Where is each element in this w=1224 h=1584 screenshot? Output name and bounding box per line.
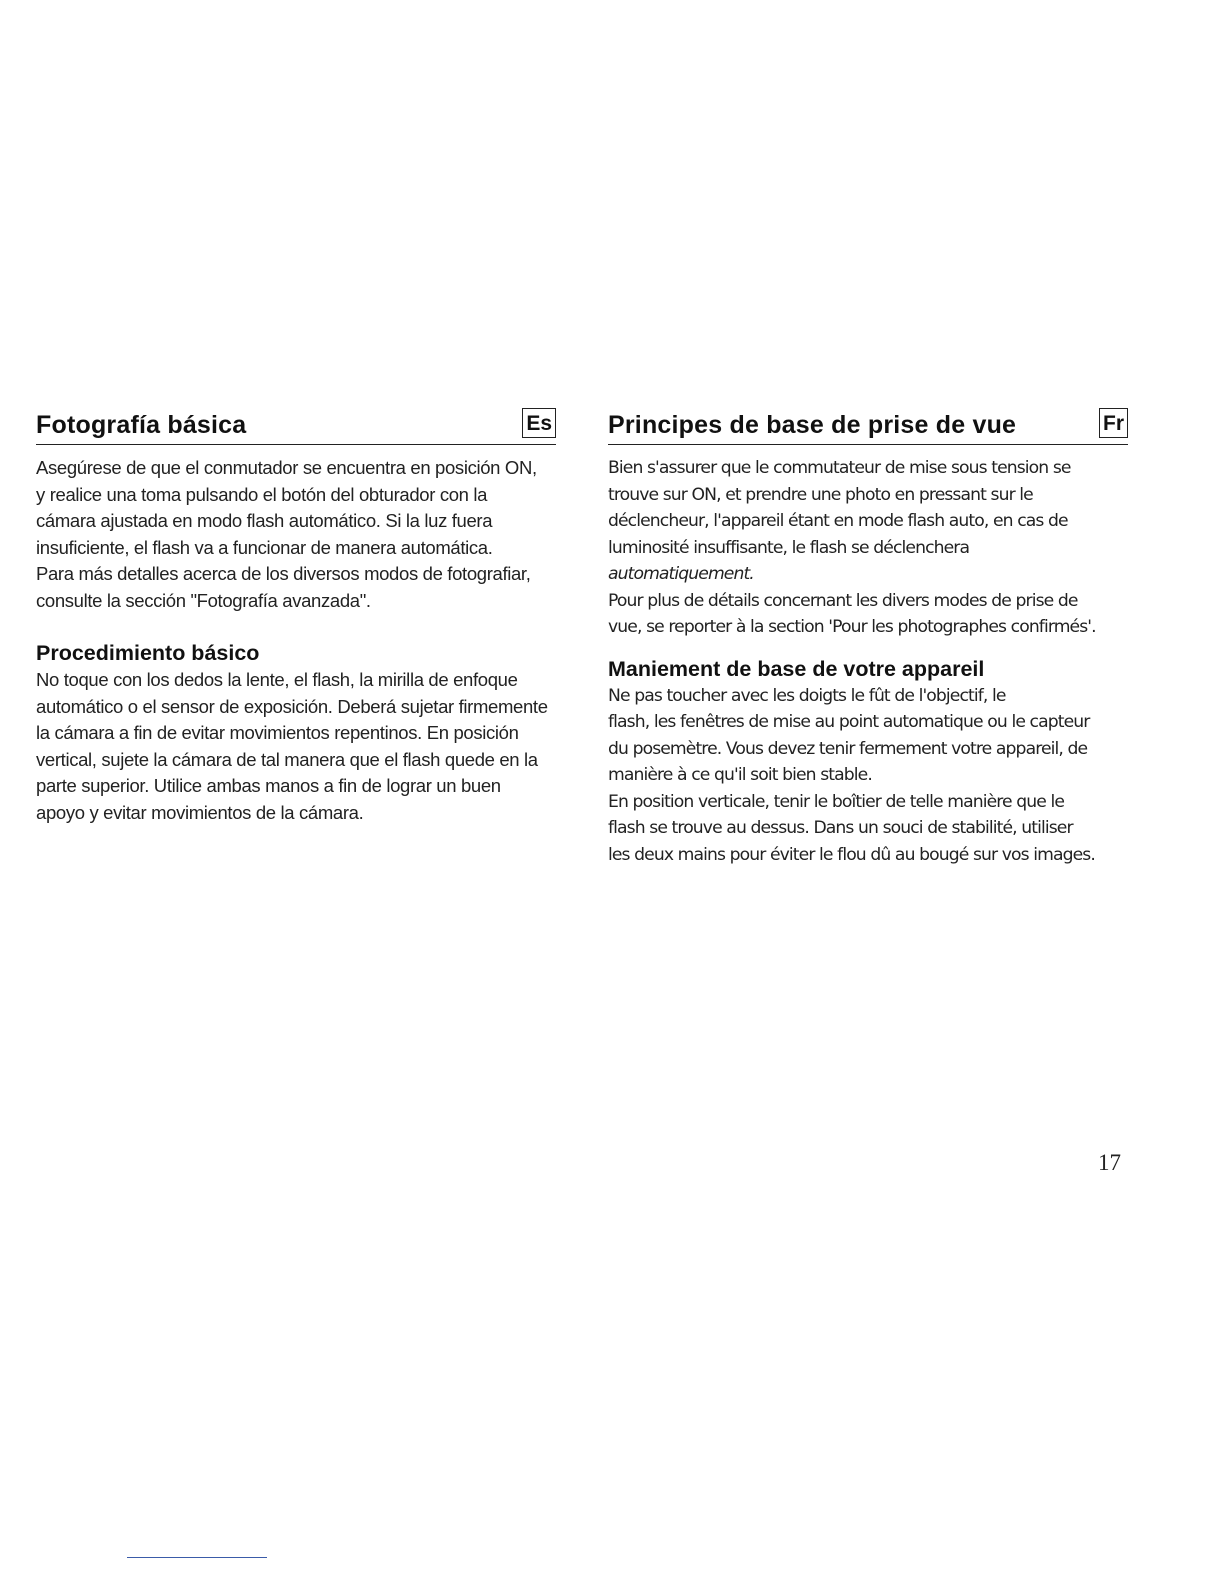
french-intro-text xyxy=(608,455,1128,641)
text-line: consulte la sección "Fotografía avanzada". xyxy=(36,589,371,611)
text-line: apoyo y evitar movimientos de la cámara. xyxy=(36,801,364,823)
text-line: luminosité insuffisante, le flash se déclenchera xyxy=(608,537,970,558)
text-line: parte superior. Utilice ambas manos a fin de lograr un buen xyxy=(36,775,501,796)
text-line: Ne pas toucher avec les doigts le fût de l'objectif, le xyxy=(608,685,1006,706)
spanish-language-badge: Es xyxy=(522,408,556,438)
text-line: du posemètre. Vous devez tenir fermement votre appareil, de xyxy=(608,738,1088,759)
spanish-intro-text xyxy=(36,455,556,614)
text-line: Bien s'assurer que le commutateur de mise sous tension se xyxy=(608,458,1071,478)
text-line: vertical, sujete la cámara de tal manera que el flash quede en la xyxy=(36,748,538,770)
footer-rule xyxy=(127,1557,267,1558)
text-line: déclencheur, l'appareil étant en mode flash auto, en cas de xyxy=(608,511,1068,531)
text-line: vue, se reporter à la section 'Pour les photographes confirmés'. xyxy=(608,617,1096,637)
text-line: manière à ce qu'il soit bien stable. xyxy=(608,765,872,785)
text-line: flash se trouve au dessus. Dans un souci de stabilité, utiliser xyxy=(608,818,1073,838)
spanish-procedure-text xyxy=(36,667,556,826)
text-line: la cámara a fin de evitar movimientos repentinos. En posición xyxy=(36,722,519,743)
text-line: En position verticale, tenir le boîtier de telle manière que le xyxy=(608,791,1065,812)
page-number: 17 xyxy=(1098,1150,1121,1175)
text-line: flash, les fenêtres de mise au point automatique ou le capteur xyxy=(608,712,1090,732)
text-line: les deux mains pour éviter le flou dû au bougé sur vos images. xyxy=(608,844,1095,865)
spanish-heading-row xyxy=(36,394,556,445)
text-line: cámara ajustada en modo flash automático. Si la luz fuera xyxy=(36,510,493,531)
french-section-title: Principes de base de prise de vue xyxy=(608,411,1017,439)
text-line: Pour plus de détails concernant les divers modes de prise de xyxy=(608,590,1078,611)
text-line: No toque con los dedos la lente, el flash, la mirilla de enfoque xyxy=(36,669,518,690)
text-line: insuficiente, el flash va a funcionar de manera automática. xyxy=(36,536,493,558)
text-line: y realice una toma pulsando el botón del obturador con la xyxy=(36,483,488,505)
text-line: automatiquement. xyxy=(608,564,754,584)
french-section xyxy=(608,394,1128,868)
spanish-section xyxy=(36,394,556,826)
spanish-section-title: Fotografía básica xyxy=(36,411,247,439)
spanish-subheading: Procedimiento básico xyxy=(36,641,260,665)
text-line: automático o el sensor de exposición. Deberá sujetar firmemente xyxy=(36,695,548,717)
french-subheading: Maniement de base de votre appareil xyxy=(608,656,985,681)
french-procedure-text xyxy=(608,683,1128,869)
text-line: Asegúrese de que el conmutador se encuentra en posición ON, xyxy=(36,457,537,478)
french-heading-row xyxy=(608,394,1128,445)
french-language-badge: Fr xyxy=(1099,408,1128,438)
text-line: trouve sur ON, et prendre une photo en pressant sur le xyxy=(608,484,1033,505)
text-line: Para más detalles acerca de los diversos modos de fotografiar, xyxy=(36,563,531,584)
